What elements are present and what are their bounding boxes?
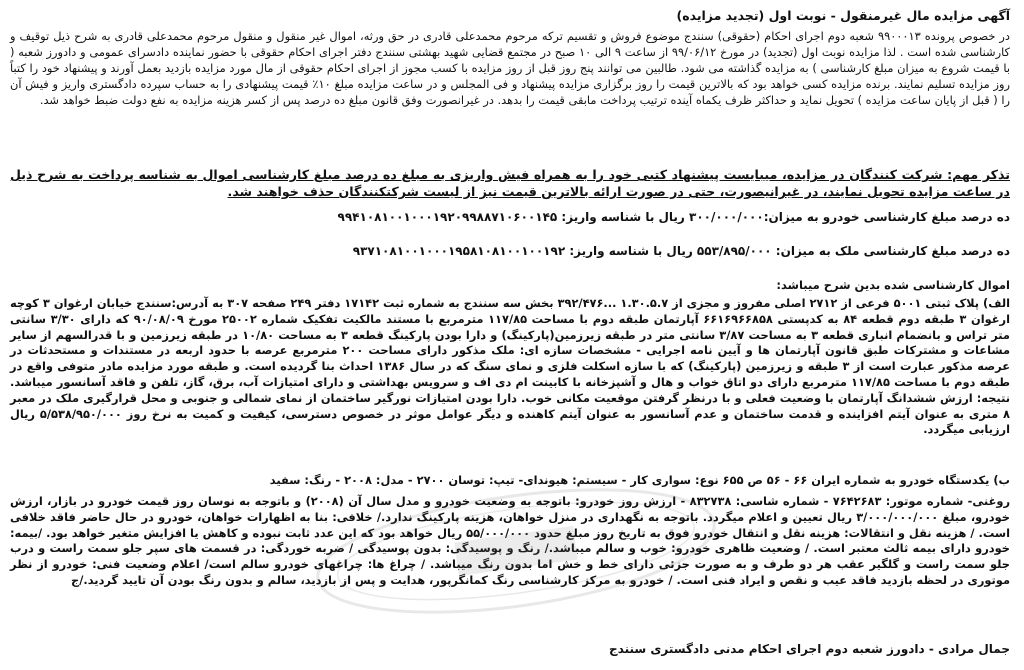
signature-line: جمال مرادی - دادورز شعبه دوم اجرای احکام مدنی دادگستری سنندج — [609, 642, 1010, 656]
car-deposit-line: ده درصد مبلغ کارشناسی خودرو به میزان:۳۰۰/۰۰۰/۰۰۰ ریال با شناسه واریز: ۹۹۴۱۰۸۱۰۰۱۰۰۰۱۹۲۰۹۹۸۸۷۱۰۶۰۰۱۴۵ — [337, 210, 1010, 224]
items-heading: اموال کارشناسی شده بدین شرح میباشد: — [776, 278, 1010, 292]
item-b-heading: ب) یکدستگاه خودرو به شماره ایران ۶۶ - ۵۶ ص ۶۵۵ نوع: سواری کار - سیستم: هیوندای- تیپ: توسان ۲۷۰۰ - مدل: ۲۰۰۸ - رنگ: سفید — [269, 473, 1010, 487]
item-b-paragraph: روغنی- شماره موتور: ۷۶۴۲۶۸۳ - شماره شاسی: ۸۳۲۷۳۸ - ارزش روز خودرو: باتوجه به وضعیت خودرو و مدل سال آن (۲۰۰۸) و باتوجه به نوسان روز قیمت خودرو در بازار، ارزش خودرو، مبلغ ۳/۰۰۰/۰۰۰/۰۰۰ ریال تعیین و اعلام میگردد. باتوجه به نگهداری در منزل خواهان، هزینه پارکینگ ندارد./ خلافی: بنا به اظهارات خواهان، خودرو در حال حاضر فاقد خلافی است. / هزینه نقل و انتقالات: هزینه نقل و انتقال خودرو فوق به تاریخ روز مبلغ حدود ۵۵/۰۰۰/۰۰۰ ریال خواهد بود که این عدد ثابت نبوده و کاهش یا افزایش متغیر خواهد بود. /بیمه: خودرو دارای بیمه ثالث معتبر است. / وضعیت ظاهری خودرو: خوب و سالم میباشد./ رنگ و پوسیدگی: بدون پوسیدگی / ضربه خوردگی: در قسمت های سپر جلو سمت راست و درب جلو سمت راست و گلگیر عقب هر دو طرف و به صورت جزئی دارای خط و خش اما بدون رنگ میباشد. / چراغ ها: چراغهای خودرو سالم است/ اعلام وضعیت فنی: خودرو از نظر موتوری در لحظه بازدید فاقد عیب و نقص و ایراد فنی است. / خودرو به مرکز کارشناسی رنگ کمانگرپور، هدایت و پس از بازدید، سالم و بدون رنگ بودن آن تایید گردید./ج — [10, 494, 1011, 587]
item-a-paragraph: الف) پلاک ثبتی ۵۰۰۱ فرعی از ۲۷۱۲ اصلی مفروز و مجزی از ۱.۳۰.۵.۷ ...۳۹۲/۴۷۶ بخش سه سنندج به شماره ثبت ۱۷۱۴۲ دفتر ۲۴۹ صفحه ۳۰۷ به آدرس:سنندج خیابان ارغوان ۳ کوچه ارغوان ۳ طبقه دوم قطعه ۸۴ به کدپستی ۶۶۱۶۹۶۶۸۵۸ آپارتمان طبقه دوم با مساحت ۱۱۷/۸۵ مترمربع با مستند مالکیت تفکیک شماره ۲۵۰۰۲ مورخ ۹۰/۰۸/۰۹ که دارای ۳/۳۰ سانتی متر تراس و بانضمام انباری قطعه ۳ به مساحت ۳/۸۷ سانتی متر در طبقه زیرزمین(پارکینگ) و دارا بودن پارکینگ قطعه ۳ به مساحت ۱۰/۸۰ در طبقه زیرزمین و با قدرالسهم از سایر مشاعات و مشترکات طبق قانون آپارتمان ها و آیین نامه اجرایی - مشخصات سازه ای: ملک مذکور دارای مساحت ۲۰۰ مترمربع عرصه با حدود اربعه در مستندات و مستحدثات در عرصه مذکور عبارت است از ۳ طبقه و زیرزمین (پارکینگ) که با سازه اسکلت فلزی و نمای سنگ که در سال ۱۳۸۶ احداث بنا گردیده است. و طبقه مورد مزایده مادر متوفی واقع در طبقه دوم با مساحت ۱۱۷/۸۵ مترمربع دارای دو اتاق خواب و هال و آشپزخانه با کابینت ام دی اف و سرویس بهداشتی و دارای امتیازات آب، برق، گاز، تلفن و فاقد آسانسور میباشد. نتیجه: ارزش ششدانگ آپارتمان با وضعیت فعلی و با درنظر گرفتن موقعیت مکانی خوب. دارا بودن امتیازات نورگیر ساختمان از نمای شمالی و جنوبی و محل قرارگیری ملک در معبر ۸ متری به عنوان آیتم افزاینده و قدمت ساختمان و عدم آسانسور به عنوان آیتم کاهنده و دیگر عوامل موثر در خصوص دسترسی، کیفیت و کمیت به نرخ روز ۵/۵۳۸/۹۵۰/۰۰۰ ریال ارزیابی میگردد. — [10, 296, 1011, 437]
notice-title: آگهی مزایده مال غیرمنقول - نوبت اول (تجدید مزایده) — [676, 8, 1010, 23]
important-notice: تذکر مهم: شرکت کنندگان در مزایده، میبایست پیشنهاد کتبی خود را به همراه فیش واریزی به مبلغ ده درصد مبلغ کارشناسی اموال به شناسه پرداخت به شرح ذیل در ساعت مزایده تحویل نمایند، در غیرانیصورت، حتی در صورت ارائه بالاترین قیمت نیز از لیست شرکتکنندگان حذف خواهند شد. — [10, 167, 1010, 199]
intro-paragraph: در خصوص پرونده ۹۹۰۰۰۱۳ شعبه دوم اجرای احکام (حقوقی) سنندج موضوع فروش و تقسیم ترکه مرحوم محمدعلی قادری در حق ورثه، اموال غیر منقول و منقول مرحوم محمدعلی قادری به شرح ذیل توقیف و کارشناسی شده است . لذا مزایده نوبت اول (تجدید) در مورخ ۹۹/۰۶/۱۲ از ساعت ۹ الی ۱۰ صبح در مجتمع قضایی شهید بهشتی سنندج دفتر اجرای احکام حقوقی با حضور نماینده دادسرای عمومی و دادورز شعبه ( با قیمت شروع به میزان مبلغ کارشناسی ) به مزایده گذاشته می شود. طالبین می توانند پنج روز قبل از روز مزایده با کسب مجوز از اجرای احکام حقوقی از مال مورد مزایده بازدید بعمل آورند و پیشنهاد خود را کتباً روز مزایده تسلیم نمایند. برنده مزایده کسی خواهد بود که بالاترین قیمت را روز برگزاری مزایده پیشنهاد و فی المجلس و در ساعت مزایده مبلغ ۱۰٪ قیمت پیشنهادی را به حساب سپرده دادگستری واریز و فیش آن را ( قبل از پایان ساعت مزایده ) تحویل نماید و حداکثر ظرف یکماه آینده ترتیب پرداخت مابقی قیمت را بدهد. در غیرانصورت وفق قانون مبلغ ده درصد پس از کسر هزینه مزایده به نفع دولت ضبط خواهد شد. — [10, 29, 1010, 107]
auction-notice — [6, 6, 1018, 666]
property-deposit-line: ده درصد مبلغ کارشناسی ملک به میزان: ۵۵۳/۸۹۵/۰۰۰ ریال با شناسه واریز: ۹۳۷۱۰۸۱۰۰۱۰۰۰۱۹۵۸۱۰۸۱۰۰۱۰۰۱۹۲ — [352, 244, 1010, 258]
